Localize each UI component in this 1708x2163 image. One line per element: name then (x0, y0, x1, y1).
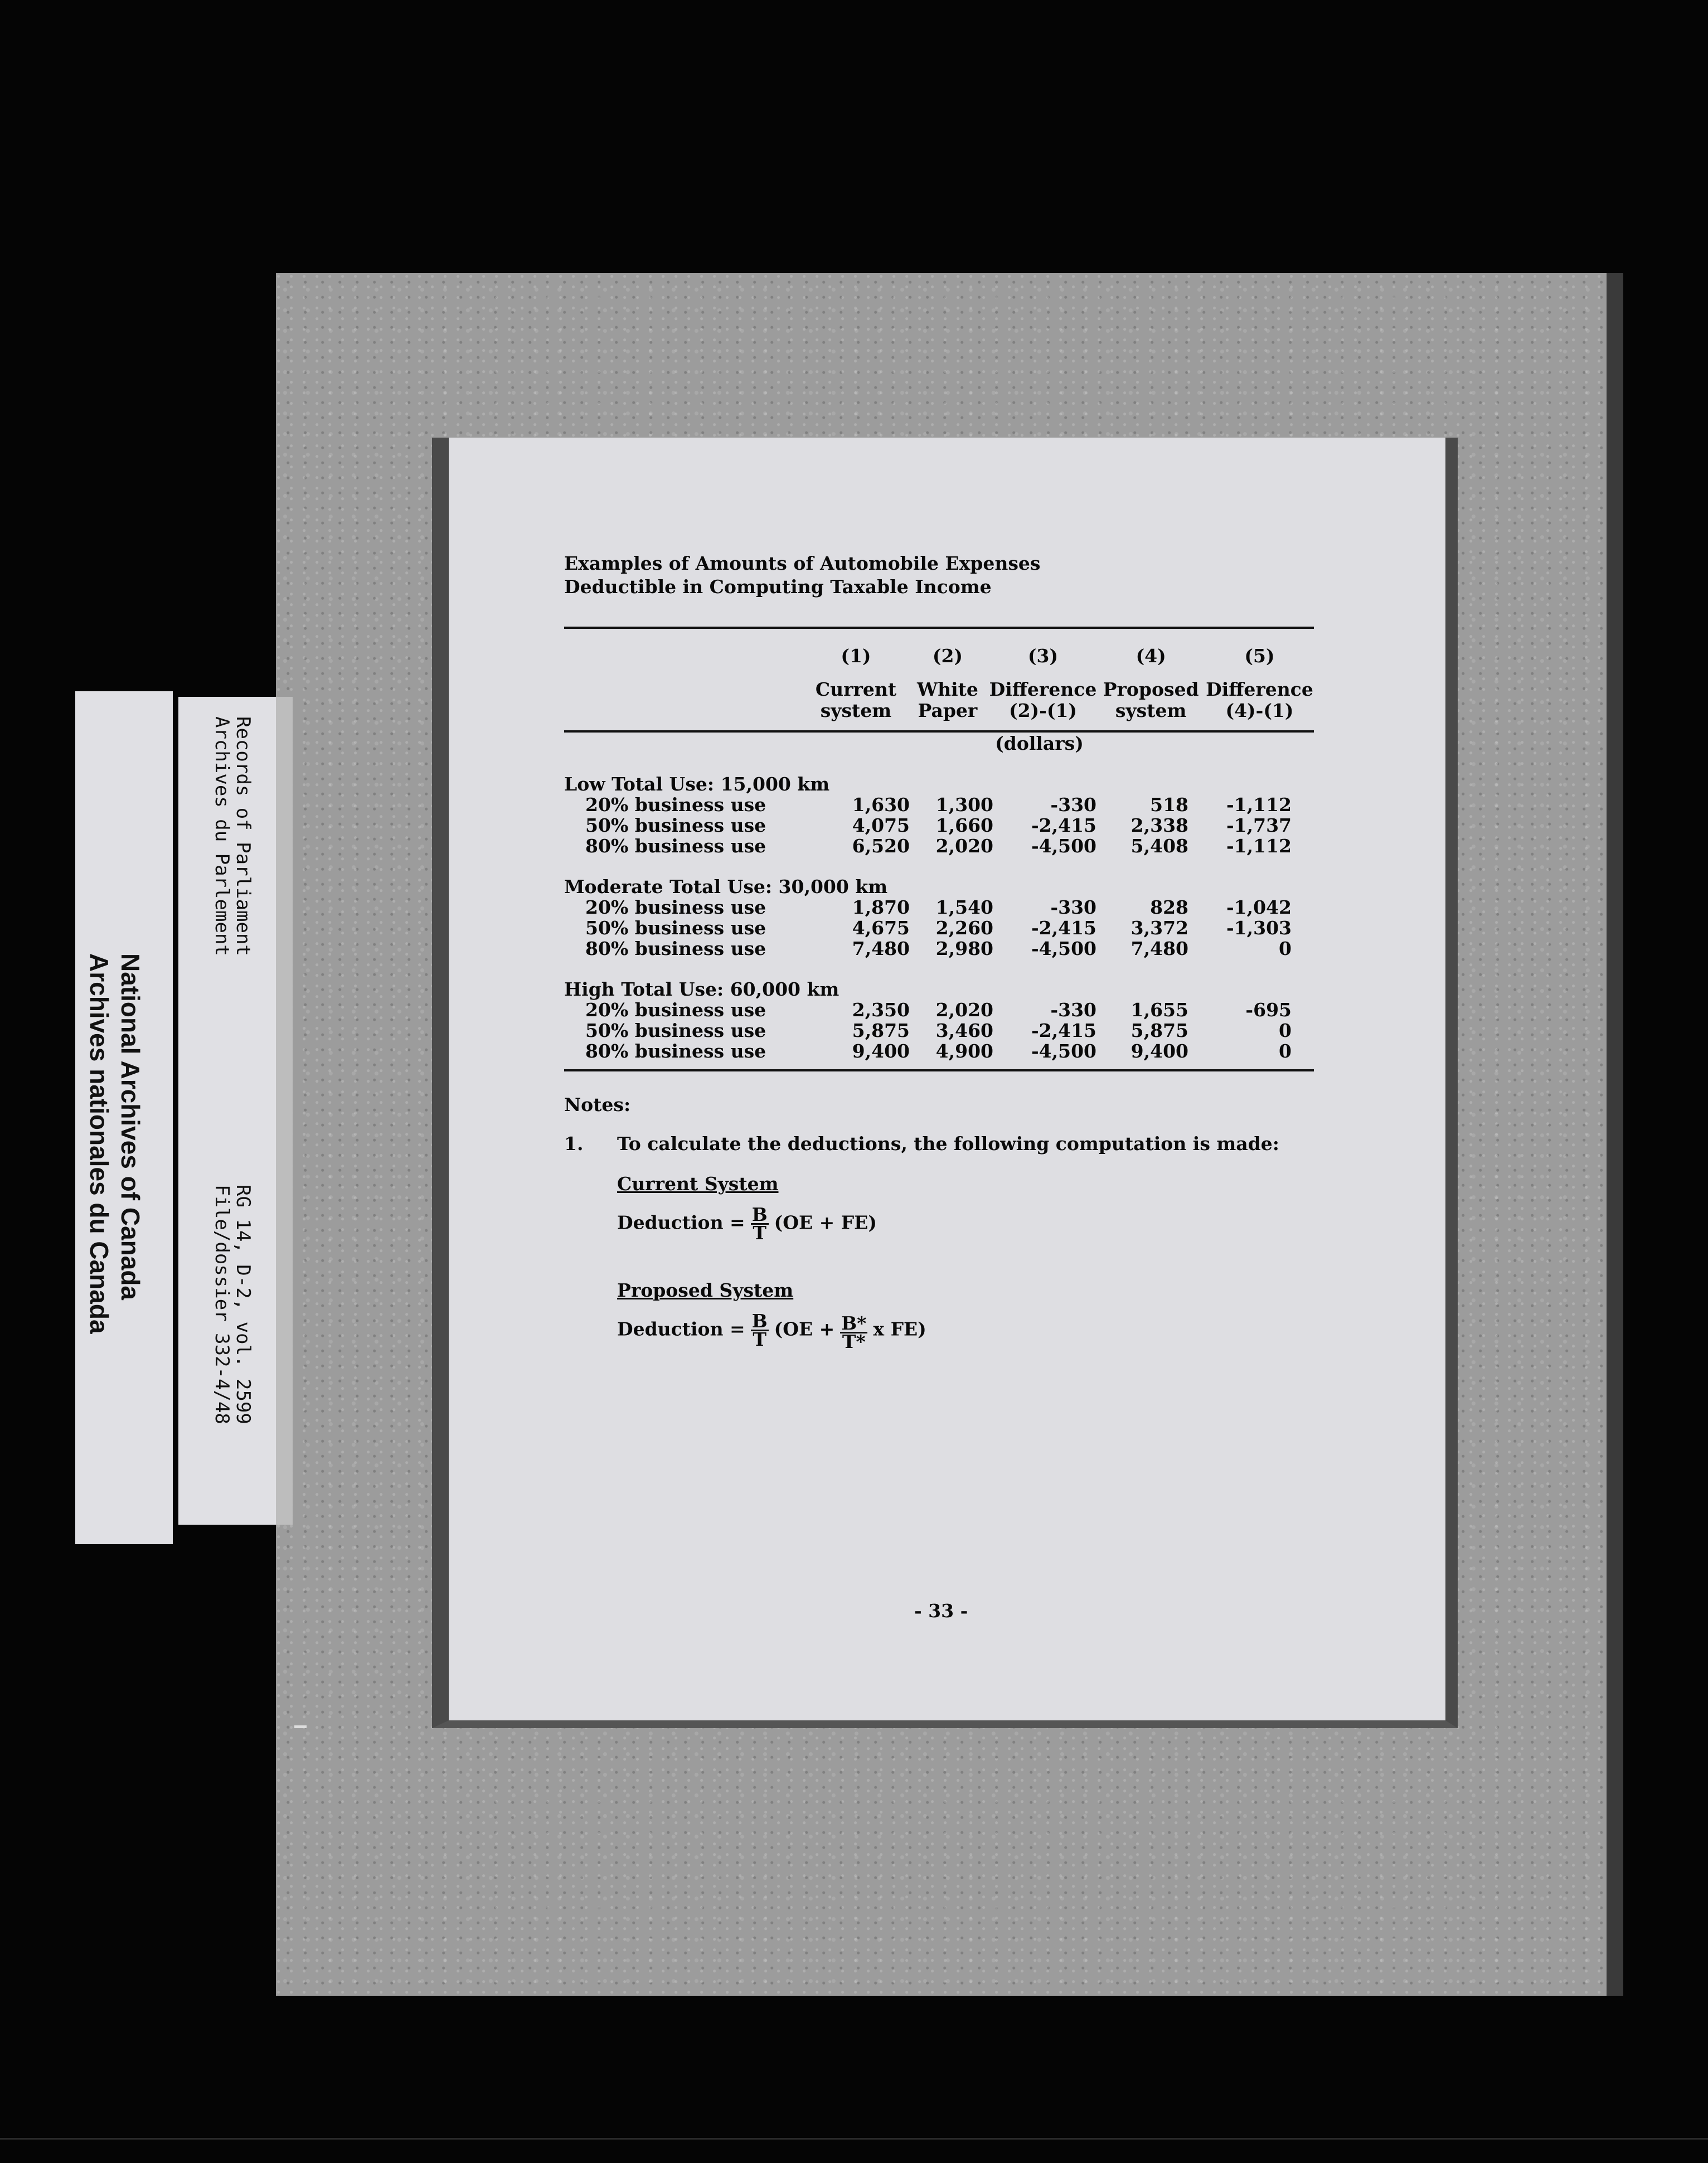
table-cell: 3,460 (935, 1020, 993, 1041)
ref-volume: RG 14, D-2, vol. 2599 (232, 1185, 254, 1424)
table-cell: -1,042 (1226, 896, 1292, 918)
film-mark (294, 1725, 307, 1728)
formula-rest: (OE + FE) (774, 1211, 877, 1234)
table-cell: -4,500 (1031, 1040, 1096, 1062)
row-label: 20% business use (585, 999, 766, 1021)
table-row (564, 1000, 1314, 1020)
column-header-cell: Difference (1206, 678, 1313, 700)
current-formula (617, 1204, 1314, 1244)
column-header-cell: Paper (918, 700, 978, 721)
notes-section (564, 1094, 1314, 1350)
title-line-1: Examples of Amounts of Automobile Expenses (564, 552, 1041, 574)
film-edge-line (0, 2138, 1708, 2140)
row-label: 20% business use (585, 794, 766, 816)
table-cell: 2,350 (852, 999, 910, 1021)
table-cell: 4,675 (852, 917, 910, 939)
formula-mid: (OE + (774, 1318, 835, 1340)
fraction-numerator: B* (841, 1312, 867, 1334)
table-row (564, 1041, 1314, 1061)
table-cell: 9,400 (1130, 1040, 1188, 1062)
column-header-cell: (3) (1027, 645, 1059, 667)
note-text: To calculate the deductions, the following computation is made: (617, 1133, 1279, 1155)
group-heading: Low Total Use: 15,000 km (564, 773, 830, 795)
group-heading-row (564, 876, 1314, 897)
formula-rest: x FE) (873, 1318, 926, 1340)
table-cell: 5,408 (1130, 835, 1188, 857)
column-head-row-2 (564, 700, 1314, 721)
table-row (564, 938, 1314, 959)
fraction-denominator: T* (842, 1330, 866, 1352)
table-cell: 0 (1279, 1020, 1292, 1041)
table-cell: -1,737 (1226, 814, 1292, 836)
row-label: 80% business use (585, 1040, 766, 1062)
group-heading-row (564, 774, 1314, 794)
table-cell: 1,300 (935, 794, 993, 816)
fraction-b-over-t (751, 1310, 769, 1350)
group-heading: High Total Use: 60,000 km (564, 978, 840, 1000)
column-header-cell: (2)-(1) (1008, 700, 1078, 721)
records-label (211, 716, 254, 956)
table-cell: -4,500 (1031, 835, 1096, 857)
table-cell: 9,400 (852, 1040, 910, 1062)
table-row (564, 794, 1314, 815)
column-header-cell: (2) (932, 645, 963, 667)
table-cell: 2,020 (935, 835, 993, 857)
fraction-numerator: B (751, 1310, 768, 1332)
column-header-cell: (4) (1136, 645, 1166, 667)
table-bottom-rule (564, 1069, 1314, 1071)
table-cell: -2,415 (1031, 1020, 1096, 1041)
table-cell: -1,303 (1226, 917, 1292, 939)
table-top-rule (564, 627, 1314, 629)
fraction-b-over-t (751, 1204, 769, 1244)
table-cell: 0 (1279, 938, 1292, 959)
records-fr: Archives du Parlement (211, 716, 233, 956)
column-header-cell: (4)-(1) (1225, 700, 1294, 721)
expenses-table-body (564, 733, 1314, 1061)
reference-label-shadow (276, 697, 293, 1525)
table-cell: 1,870 (852, 896, 910, 918)
table-cell: 6,520 (852, 835, 910, 857)
table-cell: 2,260 (935, 917, 993, 939)
fraction-bstar-over-tstar (840, 1312, 867, 1352)
table-cell: -2,415 (1031, 917, 1096, 939)
table-row (564, 1020, 1314, 1041)
page-number: - 33 - (914, 1600, 968, 1622)
table-cell: 0 (1279, 1040, 1292, 1062)
row-label: 80% business use (585, 938, 766, 959)
table-cell: 3,372 (1130, 917, 1188, 939)
table-cell: 2,980 (935, 938, 993, 959)
archive-name-en: National Archives of Canada (116, 953, 145, 1301)
fraction-denominator: T (753, 1222, 766, 1244)
table-cell: 5,875 (1130, 1020, 1188, 1041)
row-label: 20% business use (585, 896, 766, 918)
table-row (564, 897, 1314, 918)
group-heading-row (564, 979, 1314, 1000)
column-header-cell: system (820, 700, 892, 721)
table-row (564, 836, 1314, 856)
formula-lhs: Deduction = (617, 1318, 745, 1340)
column-header-cell: system (1115, 700, 1187, 721)
current-system-heading: Current System (617, 1173, 779, 1195)
table-cell: 1,655 (1130, 999, 1188, 1021)
title-line-2: Deductible in Computing Taxable Income (564, 576, 992, 598)
row-label: 50% business use (585, 814, 766, 836)
table-cell: -4,500 (1031, 938, 1096, 959)
column-header-cell: (5) (1244, 645, 1275, 667)
column-header-cell: (1) (841, 645, 871, 667)
table-cell: -330 (1050, 794, 1096, 816)
document-content (564, 552, 1314, 1350)
table-cell: 828 (1150, 896, 1188, 918)
column-header-cell: Current (815, 678, 897, 700)
table-cell: 5,875 (852, 1020, 910, 1041)
table-cell: 7,480 (1130, 938, 1188, 959)
units-label: (dollars) (995, 733, 1084, 754)
table-cell: 1,630 (852, 794, 910, 816)
archive-name-label (84, 953, 146, 1334)
archive-name-fr: Archives nationales du Canada (85, 953, 114, 1334)
column-header-cell: Difference (989, 678, 1097, 700)
table-cell: 7,480 (852, 938, 910, 959)
table-row (564, 815, 1314, 836)
column-header-cell: Proposed (1103, 678, 1199, 700)
column-number-row (564, 646, 1314, 667)
table-cell: -330 (1050, 999, 1096, 1021)
ref-file: File/dossier 332-4/48 (211, 1185, 233, 1424)
column-header-cell: White (917, 678, 978, 700)
row-label: 80% business use (585, 835, 766, 857)
document-title (564, 552, 1314, 599)
table-cell: 4,900 (935, 1040, 993, 1062)
table-cell: 2,338 (1130, 814, 1188, 836)
table-cell: 518 (1150, 794, 1188, 816)
table-cell: 4,075 (852, 814, 910, 836)
fraction-numerator: B (751, 1204, 768, 1225)
file-reference-label (211, 1185, 254, 1424)
table-cell: -2,415 (1031, 814, 1096, 836)
note-number: 1. (564, 1133, 584, 1155)
proposed-formula (617, 1310, 1314, 1352)
group-heading: Moderate Total Use: 30,000 km (564, 876, 888, 898)
proposed-system-heading: Proposed System (617, 1279, 794, 1301)
table-cell: 1,540 (935, 896, 993, 918)
table-cell: -1,112 (1226, 835, 1292, 857)
expenses-table (564, 646, 1314, 721)
row-label: 50% business use (585, 1020, 766, 1041)
table-cell: 1,660 (935, 814, 993, 836)
table-cell: -1,112 (1226, 794, 1292, 816)
notes-heading: Notes: (564, 1094, 631, 1116)
table-row (564, 918, 1314, 938)
table-cell: 2,020 (935, 999, 993, 1021)
row-label: 50% business use (585, 917, 766, 939)
formula-lhs: Deduction = (617, 1211, 745, 1234)
fraction-denominator: T (753, 1328, 766, 1350)
table-cell: -695 (1245, 999, 1292, 1021)
records-en: Records of Parliament (232, 716, 254, 956)
table-cell: -330 (1050, 896, 1096, 918)
column-head-row-1 (564, 679, 1314, 700)
mount-shadow-edge (1607, 273, 1623, 1996)
